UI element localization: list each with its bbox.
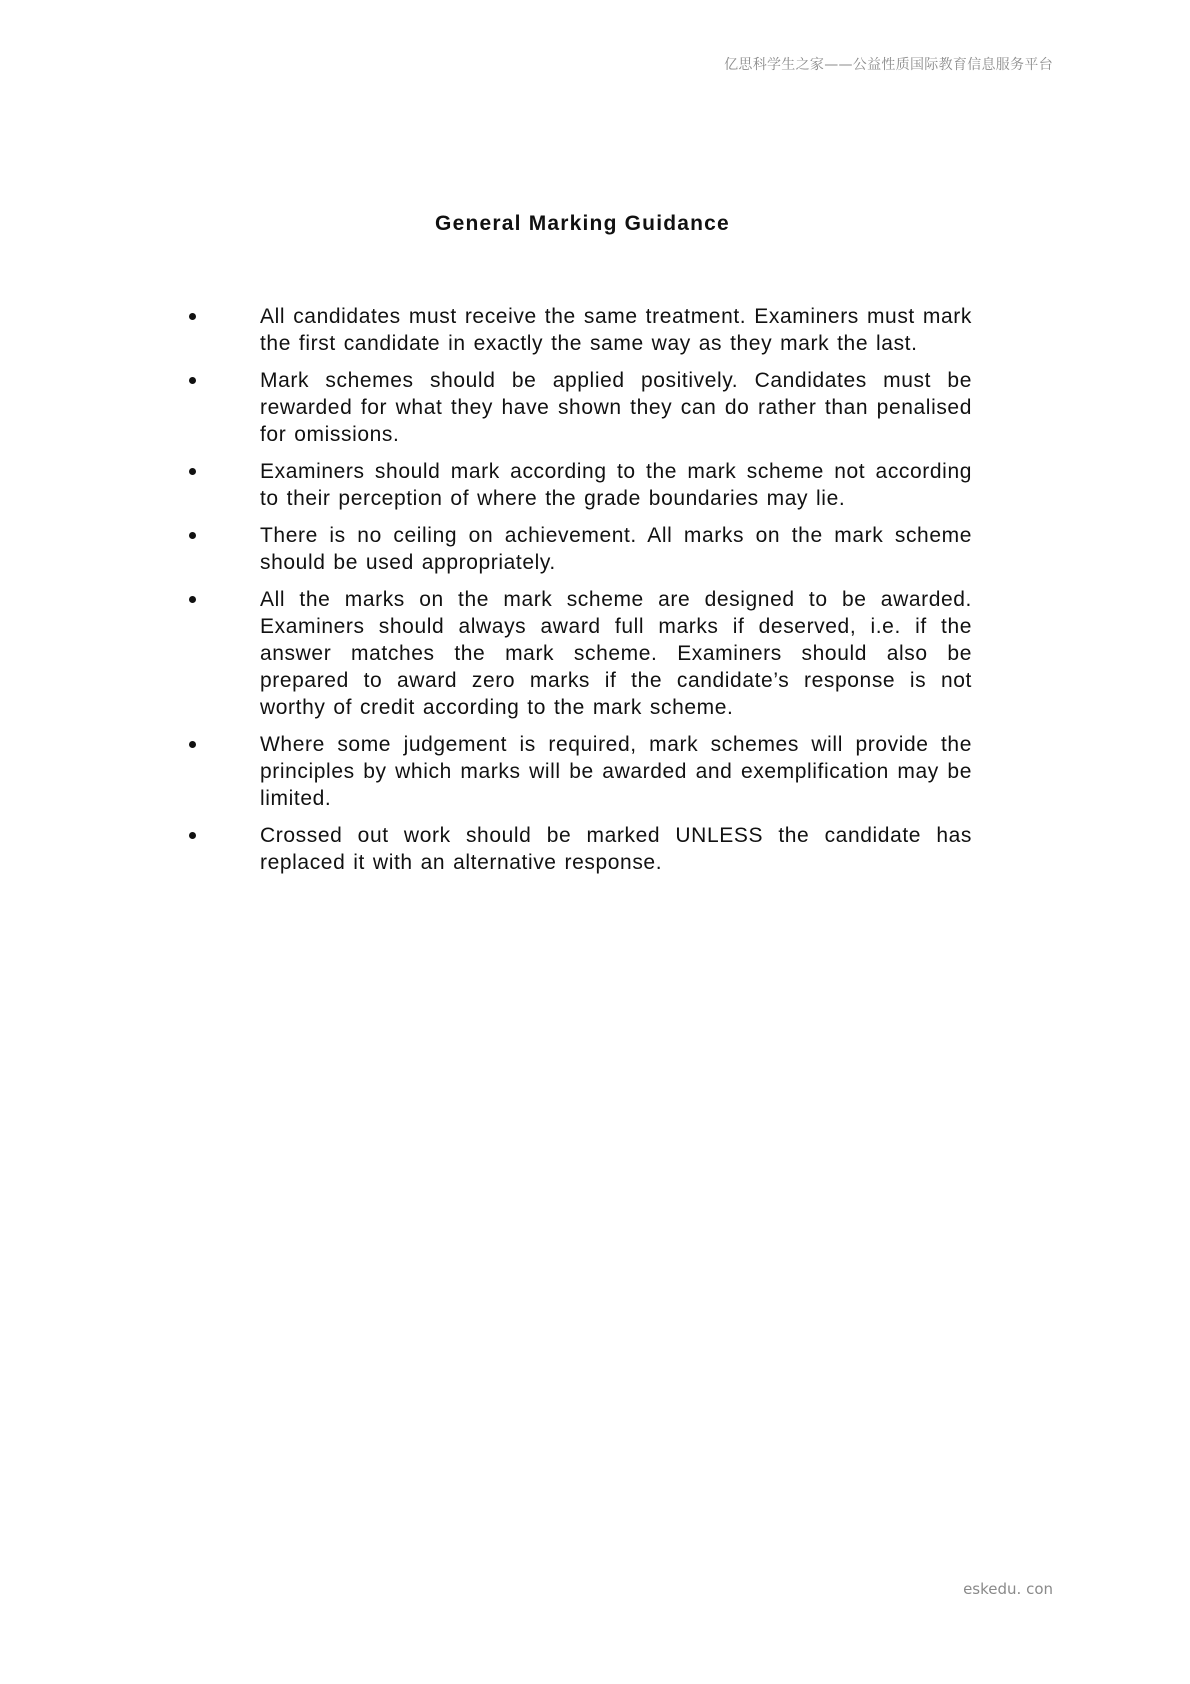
list-item bbox=[184, 586, 972, 721]
list-item-text: There is no ceiling on achievement. All marks on the mark scheme should be used appropriately. bbox=[260, 524, 972, 574]
bullet-icon bbox=[184, 303, 200, 330]
list-item-text: Where some judgement is required, mark schemes will provide the principles by which marks will be awarded and exemplification may be limited. bbox=[260, 733, 972, 810]
guidance-list bbox=[184, 303, 972, 886]
bullet-icon bbox=[184, 822, 200, 849]
bullet-icon bbox=[184, 522, 200, 549]
bullet-icon bbox=[184, 586, 200, 613]
header-watermark: 亿思科学生之家——公益性质国际教育信息服务平台 bbox=[724, 57, 1053, 73]
list-item-text: All candidates must receive the same treatment. Examiners must mark the first candidate in exactly the same way as they mark the last. bbox=[260, 305, 972, 355]
footer-watermark: eskedu. con bbox=[963, 1580, 1053, 1598]
bullet-icon bbox=[184, 731, 200, 758]
list-item-text: Examiners should mark according to the mark scheme not according to their perception of where the grade boundaries may lie. bbox=[260, 460, 972, 510]
list-item-text: Crossed out work should be marked UNLESS the candidate has replaced it with an alternative response. bbox=[260, 824, 972, 874]
list-item bbox=[184, 367, 972, 448]
page-title: General Marking Guidance bbox=[435, 212, 730, 235]
bullet-icon bbox=[184, 458, 200, 485]
list-item bbox=[184, 303, 972, 357]
list-item bbox=[184, 458, 972, 512]
list-item-text: Mark schemes should be applied positively. Candidates must be rewarded for what they have shown they can do rather than penalised for omissions. bbox=[260, 369, 972, 446]
list-item bbox=[184, 822, 972, 876]
list-item-text: All the marks on the mark scheme are designed to be awarded. Examiners should always award full marks if deserved, i.e. if the answer matches the mark scheme. Examiners should also be prepared to award zero marks if the candidate’s response is not worthy of credit according to the mark scheme. bbox=[260, 588, 972, 719]
bullet-icon bbox=[184, 367, 200, 394]
list-item bbox=[184, 522, 972, 576]
list-item bbox=[184, 731, 972, 812]
